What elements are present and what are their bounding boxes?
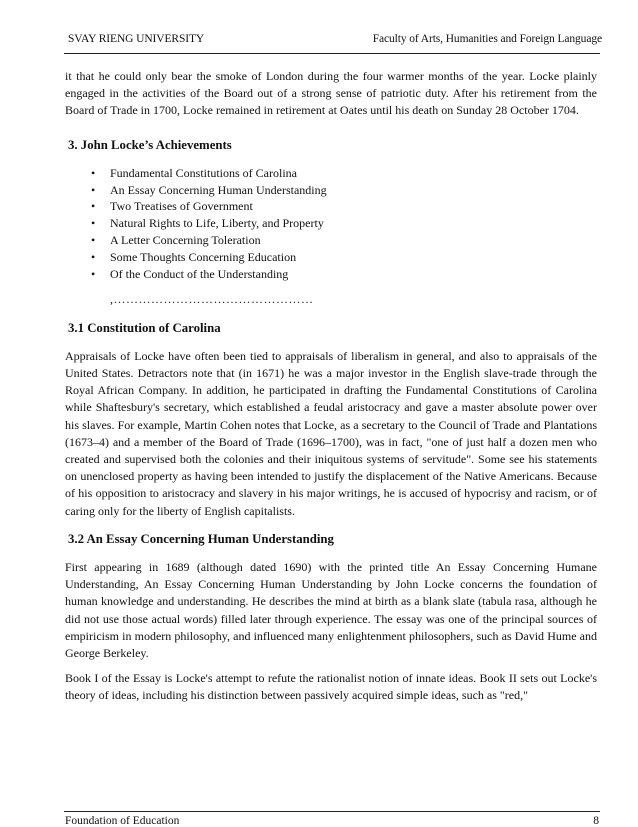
list-item: • Of the Conduct of the Understanding: [91, 266, 289, 281]
header-divider: [64, 53, 600, 54]
bullet-icon: •: [91, 233, 96, 247]
achievements-heading: 3. John Locke’s Achievements: [68, 137, 232, 152]
achievements-list: [65, 165, 597, 283]
list-item: • Natural Rights to Life, Liberty, and Property: [91, 216, 324, 231]
bullet-icon: •: [91, 199, 96, 214]
footer-divider: [64, 811, 600, 812]
page-number: 8: [593, 815, 599, 827]
ellipsis-line: ,…………………………………………: [110, 292, 314, 307]
page-content: [65, 68, 597, 705]
bullet-icon: •: [91, 216, 96, 231]
section-3-1-paragraph: Appraisals of Locke have often been tied to appraisals of liberalism in general, and also to appraisals of the United States. Detractors note that (in 1671) he was a major investor in the English slave-trade through the Royal African Company. In addition, he participated in drafting the Fundamental Constitutions of Carolina while Shaftesbury's secretary, which established a feudal aristocracy and gave a master absolute power over his slaves. For example, Martin Cohen notes that Locke, as a secretary to the Council of Trade and Plantations (1673–4) and a member of the Board of Trade (1696–1700), was in fact, "one of just half a dozen men who created and supervised both the colonies and their iniquitous systems of servitude". Some see his statements on unenclosed property as having been intended to justify the displacement of the Native Americans. Because of his opposition to aristocracy and slavery in his major writings, he is accused of hypocrisy and racism, or of caring only for the liberty of English capitalists.: [65, 348, 597, 518]
list-item: • An Essay Concerning Human Understanding: [91, 182, 327, 197]
list-item: • Two Treatises of Government: [91, 199, 253, 214]
header-faculty: Faculty of Arts, Humanities and Foreign Language: [372, 33, 602, 45]
list-item: • Fundamental Constitutions of Carolina: [91, 165, 297, 180]
footer-course: Foundation of Education: [65, 815, 180, 827]
list-item: • A Letter Concerning Toleration: [91, 233, 261, 247]
bullet-icon: •: [91, 182, 96, 197]
list-item: • Some Thoughts Concerning Education: [91, 249, 297, 264]
bullet-icon: •: [91, 266, 96, 281]
bullet-icon: •: [91, 249, 96, 264]
section-3-1-heading: 3.1 Constitution of Carolina: [68, 320, 221, 335]
intro-paragraph: it that he could only bear the smoke of London during the four warmer months of the year. Locke plainly engaged in the activities of the Board out of a strong sense of patriotic duty. After his retirement from the Board of Trade in 1700, Locke remained in retirement at Oates until his death on Sunday 28 October 1704.: [65, 69, 597, 118]
section-3-2-paragraph-1: First appearing in 1689 (although dated 1690) with the printed title An Essay Concerning Humane Understanding, An Essay Concerning Human Understanding by John Locke concerns the foundation of human knowledge and understanding. He describes the mind at birth as a blank slate (tabula rasa, although he did not use those actual words) filled later through experience. The essay was one of the principal sources of empiricism in modern philosophy, and influenced many enlightenment philosophers, such as David Hume and George Berkeley.: [65, 560, 597, 661]
section-3-2-paragraph-2: Book I of the Essay is Locke's attempt to refute the rationalist notion of innate ideas. Book II sets out Locke's theory of ideas, including his distinction between passively acquired simple ideas, such as "red,": [65, 671, 597, 703]
bullet-icon: •: [91, 165, 96, 180]
section-3-2-heading: 3.2 An Essay Concerning Human Understanding: [68, 531, 334, 546]
header-university: SVAY RIENG UNIVERSITY: [68, 33, 205, 45]
